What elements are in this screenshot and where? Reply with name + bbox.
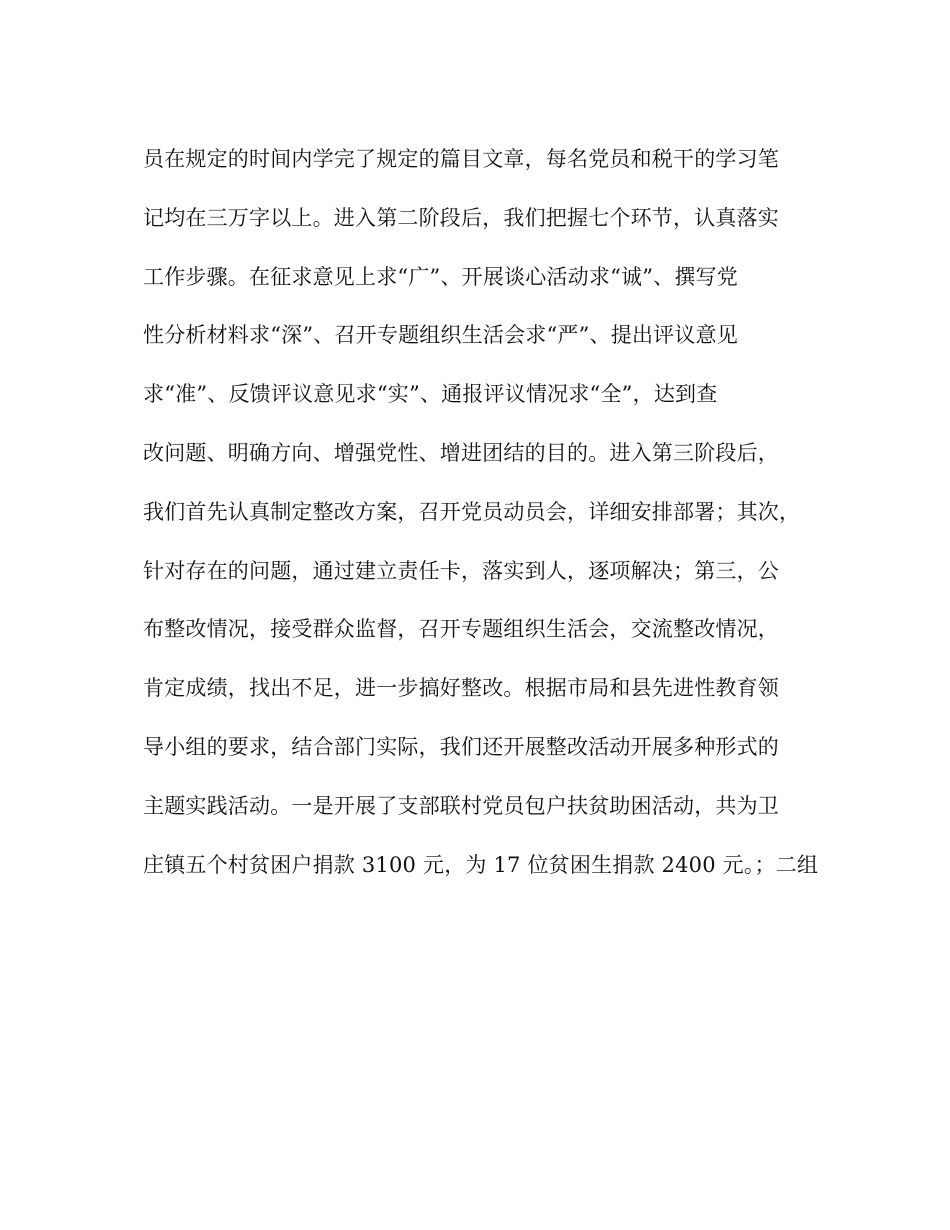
text-line-4: 性分析材料求“深”、召开专题组织生活会求“严”、提出评议意见 <box>143 323 738 348</box>
text-line-12: 主题实践活动。一是开展了支部联村党员包户扶贫助困活动，共为卫 <box>143 793 779 818</box>
text-line-2: 记均在三万字以上。进入第二阶段后，我们把握七个环节，认真落实 <box>143 205 779 230</box>
text-line-5: 求“准”、反馈评议意见求“实”、通报评议情况求“全”，达到查 <box>143 382 718 407</box>
text-line-1: 员在规定的时间内学完了规定的篇目文章，每名党员和税干的学习笔 <box>143 147 779 171</box>
text-line-8: 针对存在的问题，通过建立责任卡，落实到人，逐项解决；第三，公 <box>143 558 779 583</box>
text-line-9: 布整改情况，接受群众监督，召开专题组织生活会，交流整改情况， <box>143 617 779 642</box>
text-line-11: 导小组的要求，结合部门实际，我们还开展整改活动开展多种形式的 <box>143 734 779 759</box>
text-line-10: 肯定成绩，找出不足，进一步搞好整改。根据市局和县先进性教育领 <box>143 676 779 701</box>
text-line-6: 改问题、明确方向、增强党性、增进团结的目的。进入第三阶段后， <box>143 440 779 465</box>
text-line-3: 工作步骤。在征求意见上求“广”、开展谈心活动求“诚”、撰写党 <box>143 264 738 289</box>
text-line-7: 我们首先认真制定整改方案，召开党员动员会，详细安排部署；其次， <box>143 499 801 524</box>
body-text <box>143 139 819 903</box>
text-line-13: 庄镇五个村贫困户捐款 3100 元，为 17 位贫困生捐款 2400 元。；二组 <box>143 852 819 877</box>
